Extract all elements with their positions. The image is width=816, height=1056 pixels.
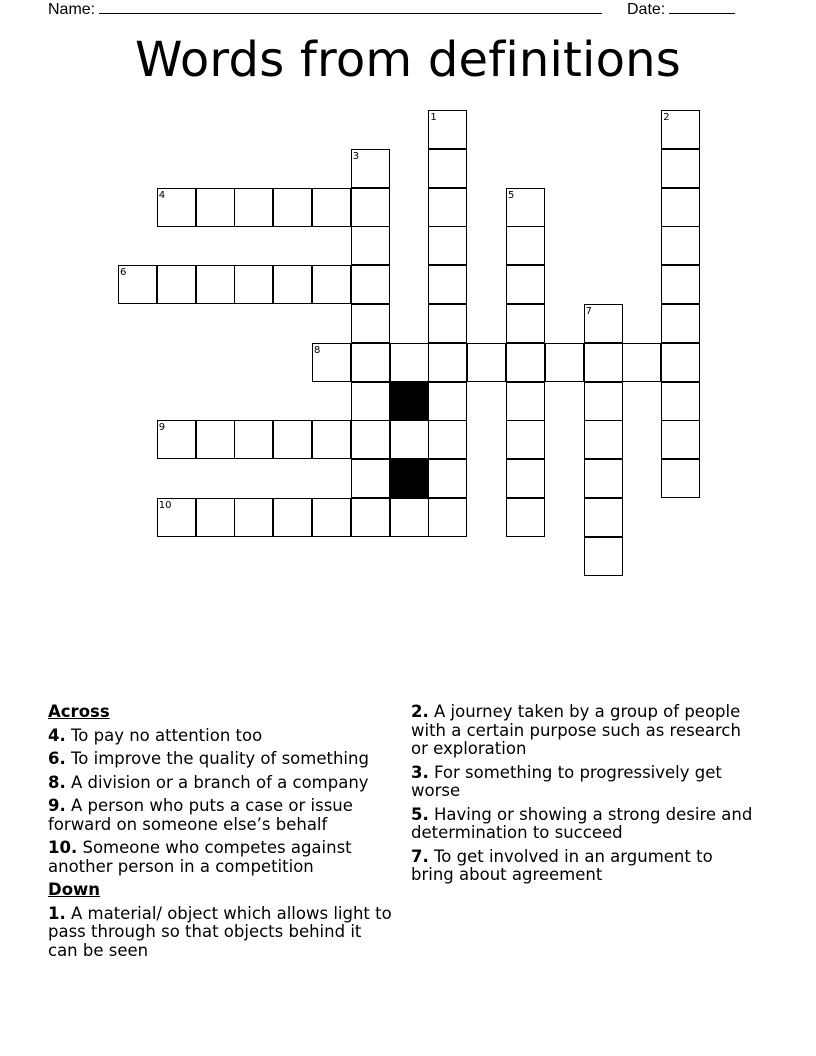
grid-cell[interactable] [273,188,312,227]
grid-cell[interactable] [351,382,390,421]
grid-cell[interactable] [661,149,700,188]
grid-cell[interactable] [351,459,390,498]
page-title: Words from definitions [135,32,681,88]
grid-cell[interactable] [351,149,390,188]
grid-cell[interactable] [428,188,467,227]
clue-text: For something to progressively get worse [411,762,722,800]
grid-cell[interactable] [467,343,506,382]
clue-down-7 [411,848,756,885]
clue-across-6 [48,750,393,769]
grid-cell[interactable] [351,498,390,537]
grid-cell[interactable] [661,459,700,498]
grid-cell[interactable] [584,304,623,343]
cell-number: 1 [430,112,437,123]
clues-right-column [411,703,756,890]
grid-cell[interactable] [661,420,700,459]
grid-cell[interactable] [428,149,467,188]
grid-cell[interactable] [428,498,467,537]
clue-down-2 [411,703,756,759]
cell-number: 5 [508,189,515,201]
grid-cell[interactable] [351,304,390,343]
grid-cell[interactable] [273,265,312,304]
grid-cell[interactable] [584,420,623,459]
grid-cell[interactable] [428,459,467,498]
grid-cell[interactable] [506,498,545,537]
across-heading: Across [48,702,110,721]
grid-cell[interactable] [584,498,623,537]
grid-cell[interactable] [622,343,661,382]
name-label: Name: [48,1,96,18]
clue-text: Having or showing a strong desire and determination to succeed [411,804,753,842]
clues-left-column [48,703,393,965]
grid-cell[interactable] [506,382,545,421]
grid-cell[interactable] [506,343,545,382]
grid-cell[interactable] [273,498,312,537]
cell-number: 7 [585,306,592,317]
grid-cell[interactable] [351,420,390,459]
down-heading: Down [48,880,101,899]
grid-cell[interactable] [506,226,545,265]
grid-cell[interactable] [157,420,196,459]
grid-cell[interactable] [506,188,545,227]
grid-cell[interactable] [351,265,390,304]
clue-number: 9. [48,796,66,815]
cell-number: 9 [158,422,166,434]
grid-cell[interactable] [506,304,545,343]
clue-down-3 [411,764,756,801]
grid-cell[interactable] [584,343,623,382]
clue-across-10 [48,839,393,876]
cell-number: 3 [352,150,360,162]
clue-text: To improve the quality of something [71,749,369,768]
grid-cell[interactable] [351,226,390,265]
grid-cell[interactable] [428,343,467,382]
clue-number: 6. [48,749,66,768]
grid-cell[interactable] [428,110,467,149]
grid-cell[interactable] [661,188,700,227]
clue-number: 1. [48,903,66,923]
clue-number: 10. [48,838,78,857]
grid-cell[interactable] [234,188,273,227]
grid-cell[interactable] [118,265,157,304]
clue-text: A person who puts a case or issue forward on someone else’s behalf [48,796,353,834]
grid-cell[interactable] [584,382,623,421]
cell-number: 6 [120,267,127,279]
clue-text: A material/ object which allows light to pass through so that objects behind it can be seen [48,903,392,960]
grid-cell[interactable] [584,459,623,498]
grid-cell[interactable] [273,420,312,459]
clue-number: 5. [411,804,429,824]
grid-cell[interactable] [428,226,467,265]
grid-cell[interactable] [312,343,351,382]
grid-cell[interactable] [351,343,390,382]
grid-cell[interactable] [584,537,623,576]
clue-down-5 [411,806,756,843]
black-cell [390,382,429,421]
grid-cell[interactable] [428,265,467,304]
black-cell [390,459,429,498]
cell-number: 10 [158,500,172,511]
clue-across-9 [48,797,393,834]
clue-number: 4. [48,725,66,745]
grid-cell[interactable] [351,188,390,227]
grid-cell[interactable] [661,343,700,382]
grid-cell[interactable] [390,343,429,382]
grid-cell[interactable] [196,498,235,537]
grid-cell[interactable] [390,420,429,459]
grid-cell[interactable] [157,188,196,227]
clue-number: 8. [48,772,66,792]
grid-cell[interactable] [234,265,273,304]
grid-cell[interactable] [312,188,351,227]
grid-cell[interactable] [312,498,351,537]
grid-cell[interactable] [157,498,196,537]
grid-cell[interactable] [506,420,545,459]
grid-cell[interactable] [312,265,351,304]
grid-cell[interactable] [312,420,351,459]
grid-cell[interactable] [234,498,273,537]
grid-cell[interactable] [390,498,429,537]
clue-text: To get involved in an argument to bring about agreement [411,846,713,884]
clue-across-4 [48,727,393,746]
cell-number: 2 [663,112,670,123]
clue-text: To pay no attention too [71,725,263,745]
grid-cell[interactable] [661,382,700,421]
grid-cell[interactable] [661,265,700,304]
grid-cell[interactable] [157,265,196,304]
grid-cell[interactable] [545,343,584,382]
clue-text: A division or a branch of a company [71,772,369,792]
grid-cell[interactable] [506,459,545,498]
grid-cell[interactable] [196,188,235,227]
clue-down-1 [48,905,393,961]
grid-cell[interactable] [661,304,700,343]
grid-cell[interactable] [506,265,545,304]
grid-cell[interactable] [428,420,467,459]
grid-cell[interactable] [428,382,467,421]
clue-text: Someone who competes against another person in a competition [48,838,352,876]
clue-number: 7. [411,846,429,866]
grid-cell[interactable] [661,110,700,149]
clue-number: 2. [411,702,429,721]
grid-cell[interactable] [196,265,235,304]
date-label: Date: [627,1,666,18]
clue-text: A journey taken by a group of people with a certain purpose such as research or exploration [411,702,741,758]
grid-cell[interactable] [661,226,700,265]
grid-cell[interactable] [234,420,273,459]
clue-across-8 [48,774,393,793]
clue-number: 3. [411,762,429,782]
grid-cell[interactable] [428,304,467,343]
cell-number: 8 [314,344,321,356]
cell-number: 4 [158,189,166,201]
grid-cell[interactable] [196,420,235,459]
